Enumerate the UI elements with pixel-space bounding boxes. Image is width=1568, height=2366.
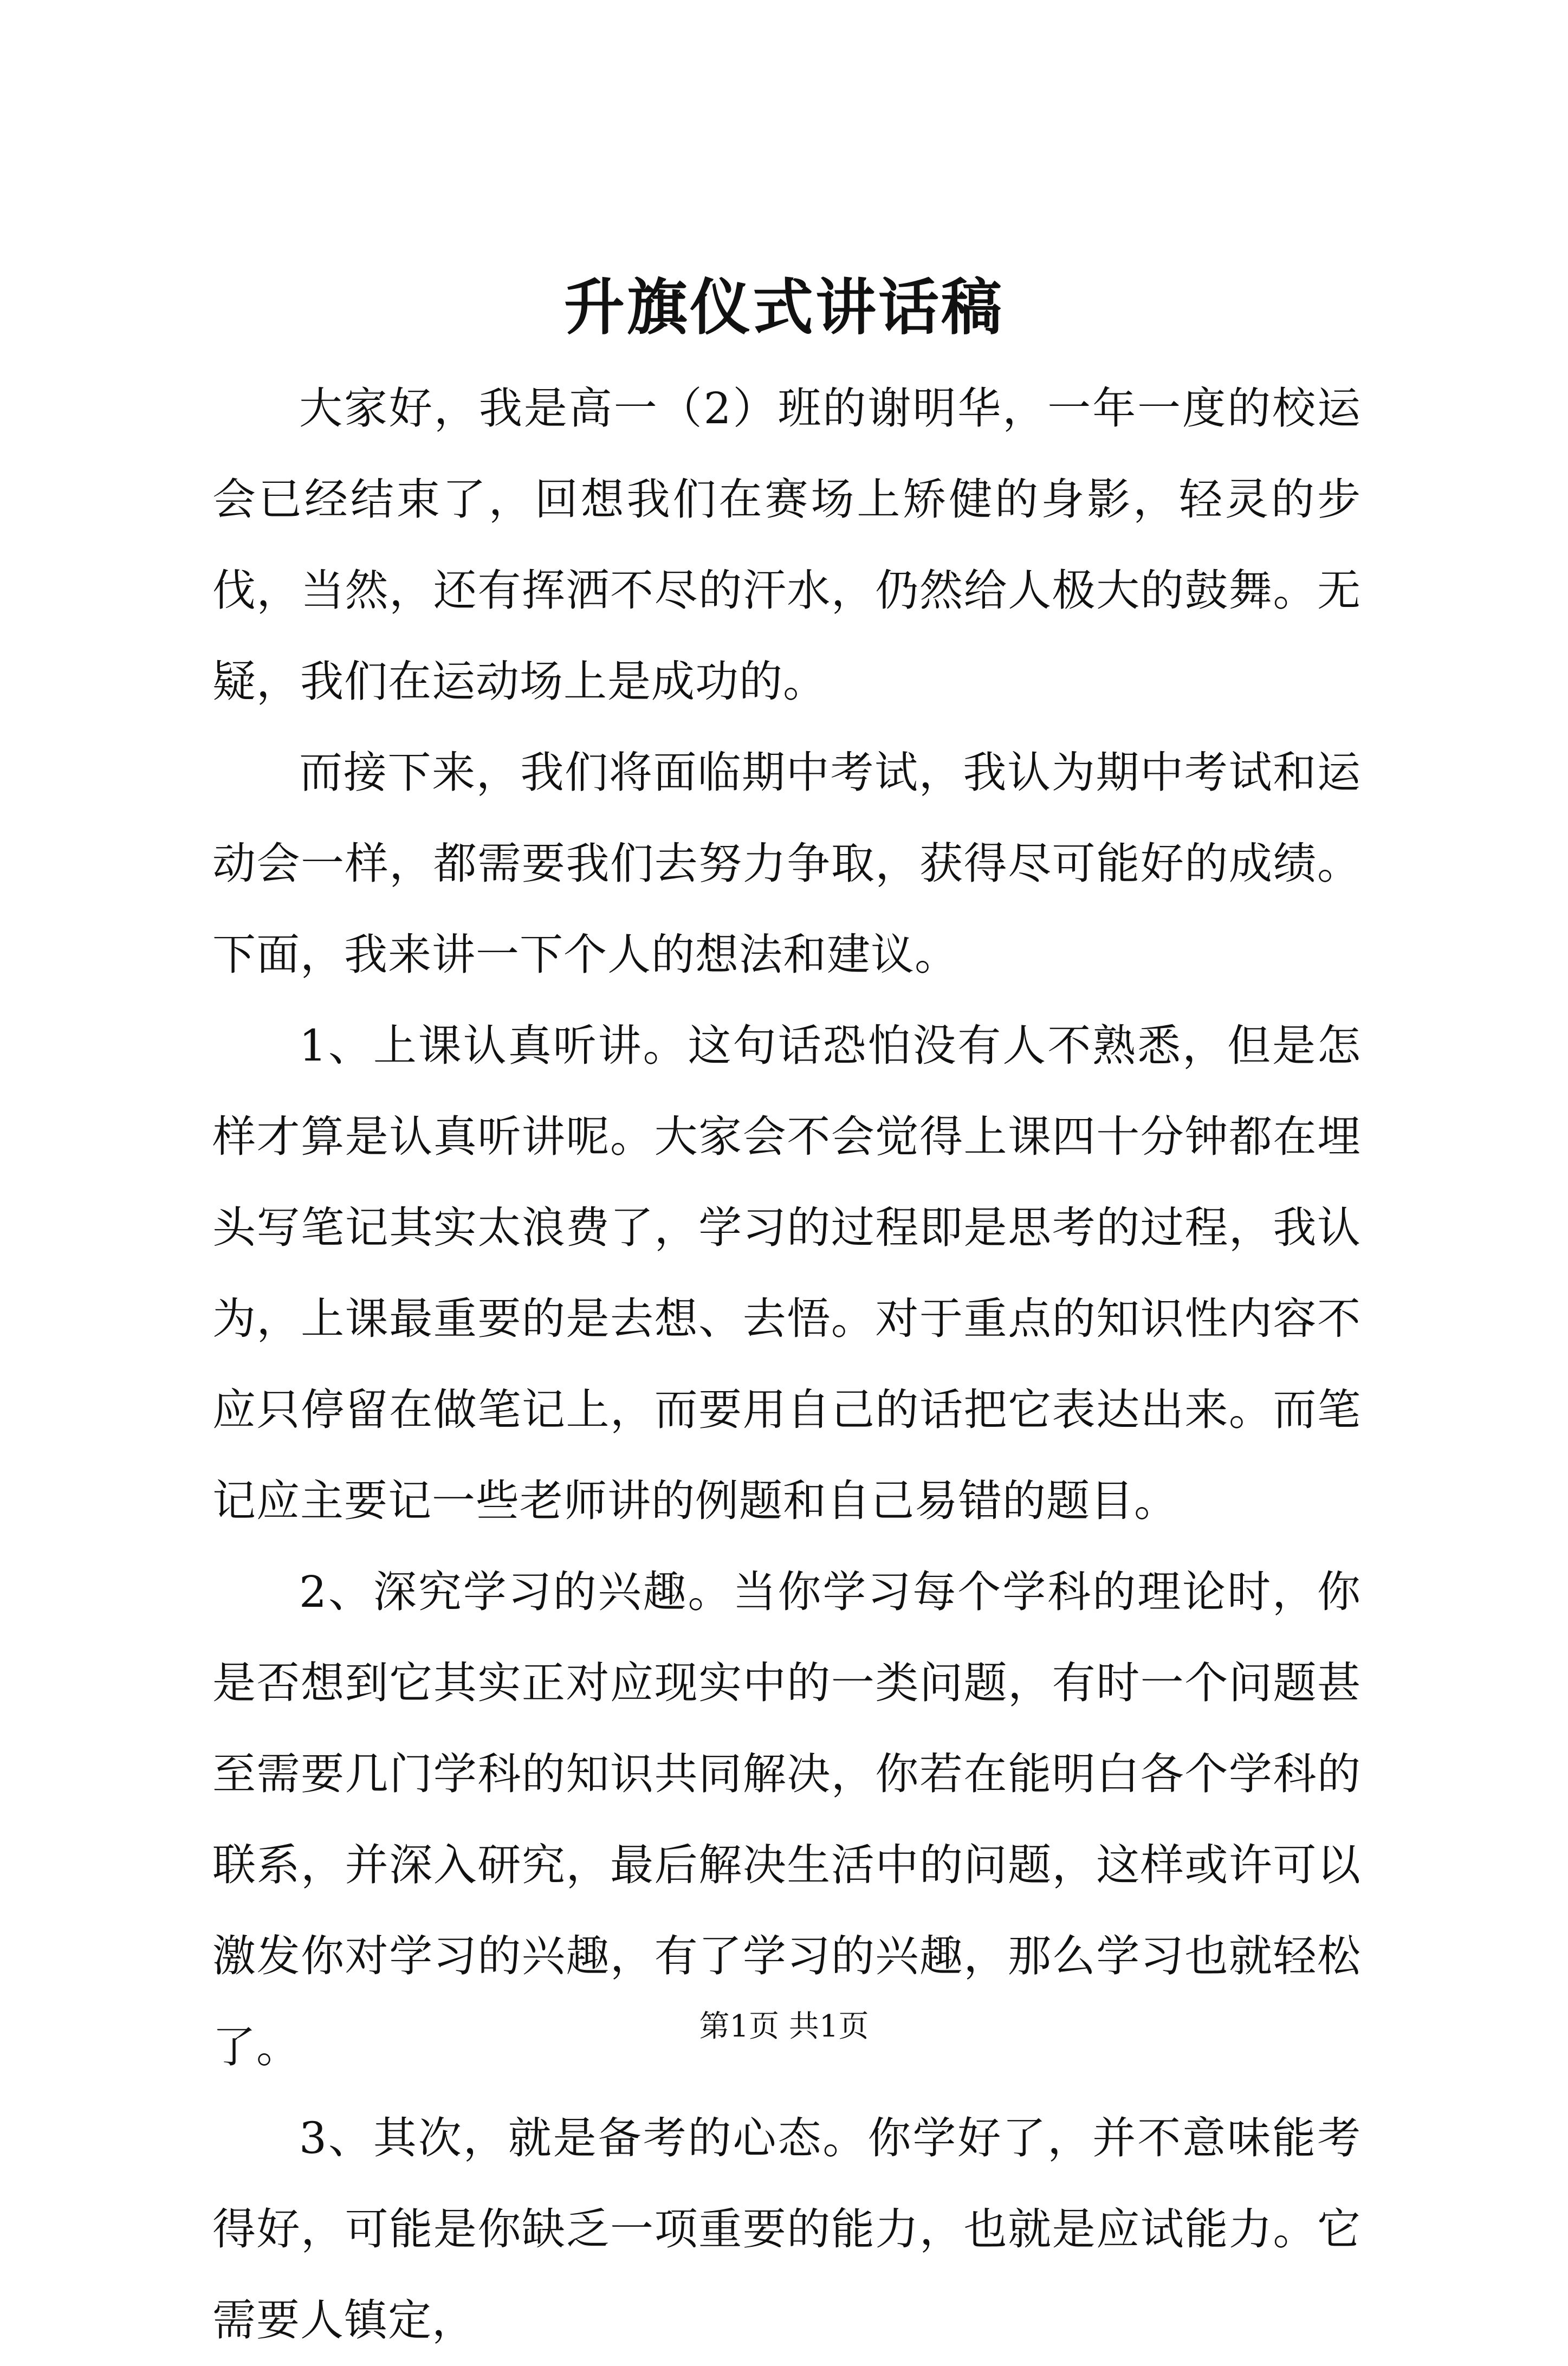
document-body [212, 363, 1361, 2366]
paragraph-1: 大家好，我是高一（2）班的谢明华，一年一度的校运会已经结束了，回想我们在赛场上矫健的身影，轻灵的步伐，当然，还有挥洒不尽的汗水，仍然给人极大的鼓舞。无疑，我们在运动场上是成功的。 [212, 383, 1361, 707]
page-footer: 第1页 共1页 [699, 2009, 869, 2044]
paragraph-3: 1、上课认真听讲。这句话恐怕没有人不熟悉，但是怎样才算是认真听讲呢。大家会不会觉得上课四十分钟都在埋头写笔记其实太浪费了，学习的过程即是思考的过程，我认为，上课最重要的是去想、去悟。对于重点的知识性内容不应只停留在做笔记上，而要用自己的话把它表达出来。而笔记应主要记一些老师讲的例题和自己易错的题目。 [212, 1020, 1361, 1526]
paragraph-5: 3、其次，就是备考的心态。你学好了，并不意味能考得好，可能是你缺乏一项重要的能力，也就是应试能力。它需要人镇定， [212, 2113, 1361, 2345]
document-title: 升旗仪式讲话稿 [564, 272, 1004, 343]
paragraph-2: 而接下来，我们将面临期中考试，我认为期中考试和运动会一样，都需要我们去努力争取，获得尽可能好的成绩。下面，我来讲一下个人的想法和建议。 [212, 747, 1361, 980]
paragraph-4: 2、深究学习的兴趣。当你学习每个学科的理论时，你是否想到它其实正对应现实中的一类问题，有时一个问题甚至需要几门学科的知识共同解决，你若在能明白各个学科的联系，并深入研究，最后解决生活中的问题，这样或许可以激发你对学习的兴趣，有了学习的兴趣，那么学习也就轻松了。 [212, 1567, 1361, 2072]
